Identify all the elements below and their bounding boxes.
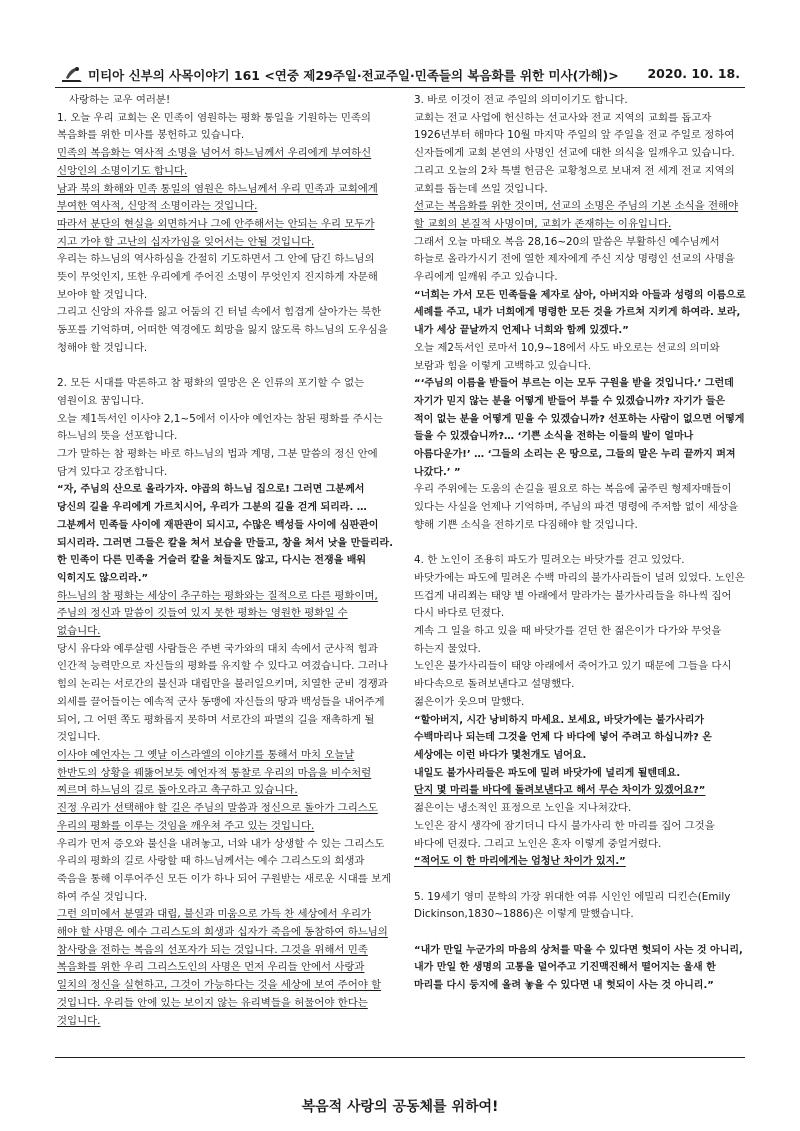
footer-rule: [55, 1057, 745, 1058]
left-paragraph: 그리고 신앙의 자유를 잃고 어둠의 긴 터널 속에서 힘겹게 살아가는 북한 동포를 기억하며, 어떠한 역경에도 희망을 잃지 않도록 하느님의 도우심을 청해야 할 것입니다.: [57, 306, 388, 354]
right-paragraph: “‘주님의 이름을 받들어 부르는 이는 모두 구원을 받을 것입니다.’ 그런데 자기가 믿지 않는 분을 어떻게 받들어 부를 수 있겠습니까? 자기가 들은 적이 없는 분을 어떻게 믿을 수 있겠습니까? 선포하는 사람이 없으면 어떻게 들을 수 있겠습니까?… ‘기쁜 소식을 전하는 이들의 발이 얼마나 아름다운가!’ … ‘그들의 소리는 온 땅으로, 그들의 말은 누리 끝까지 퍼져 나갔다.’ ”: [414, 378, 745, 478]
right-paragraph: 노인은 잠시 생각에 잠기더니 다시 불가사리 한 마리를 집어 그것을 바다에 던졌다. 그리고 노인은 혼자 이렇게 중얼거렸다.: [414, 819, 715, 850]
right-paragraph: “너희는 가서 모든 민족들을 제자로 삼아, 아버지와 아들과 성령의 이름으로 세례를 주고, 내가 너희에게 명령한 모든 것을 가르쳐 지키게 하여라. 보라, 내가 세상 끝날까지 언제나 너희와 함께 있겠다.”: [414, 289, 746, 337]
left-paragraph: 따라서 분단의 현실을 외면하거나 그에 안주해서는 안되는 우리 모두가 지고 가야 할 고난의 십자가임을 잊어서는 안될 것입니다.: [57, 217, 375, 248]
right-paragraph: 계속 그 일을 하고 있을 때 바닷가를 걷던 한 젊은이가 다가와 무엇을 하는지 물었다.: [414, 625, 722, 655]
right-paragraph: “내가 만일 누군가의 마음의 상처를 막을 수 있다면 헛되이 사는 것 아니리, 내가 만일 한 생명의 고통을 덜어주고 기진맥진해서 떨어지는 울새 한 마리를 다시 둥지에 올려 놓을 수 있다면 내 헛되이 사는 것 아니리.”: [414, 944, 743, 992]
left-paragraph: 진정 우리가 선택해야 할 길은 주님의 말씀과 정신으로 돌아가 그리스도 우리의 평화를 이루는 것임을 깨우쳐 주고 있는 것입니다.: [57, 802, 378, 832]
left-paragraph: 남과 북의 화해와 민족 통일의 염원은 하느님께서 우리 민족과 교회에게 부여한 역사적, 신앙적 소명이라는 것입니다.: [57, 182, 378, 213]
right-paragraph: “적어도 이 한 마리에게는 엄청난 차이가 있지.”: [414, 856, 626, 868]
left-paragraph: 하느님의 참 평화는 세상이 추구하는 평화와는 질적으로 다른 평화이며, 주님의 정신과 말씀이 깃들여 있지 못한 평화는 영원한 평화일 수 없습니다.: [57, 589, 378, 638]
left-paragraph: 사랑하는 교우 여러분!: [69, 94, 171, 106]
right-paragraph: 우리 주위에는 도움의 손길을 필요로 하는 복음에 굶주린 형제자매들이 있다는 사실을 언제나 기억하며, 주님의 파견 명령에 주저함 없이 세상을 향해 기쁜 소식을 전하기로 다짐해야 할 것입니다.: [414, 483, 739, 531]
right-paragraph: 젊은이가 웃으며 말했다.: [414, 695, 525, 708]
left-paragraph: 2. 모든 시대를 막론하고 참 평화의 열망은 온 인류의 포기할 수 없는 염원이요 꿈입니다.: [57, 377, 365, 407]
right-column: [414, 92, 746, 995]
right-paragraph: 그리고 오늘의 2차 특별 헌금은 교황청으로 보내져 전 세계 전교 지역의 교회를 돕는데 쓰일 것입니다.: [414, 164, 735, 195]
right-paragraph: 5. 19세기 영미 문학의 가장 위대한 여류 시인인 에밀리 디킨슨(Emily Dickinson,1830~1886)은 이렇게 말했습니다.: [414, 890, 731, 921]
left-paragraph: 오늘 제1독서인 이사야 2,1~5에서 이사야 예언자는 참된 평화를 주시는 하느님의 뜻을 선포합니다.: [57, 412, 383, 443]
right-paragraph: 노인은 불가사리들이 태양 아래에서 죽어가고 있기 때문에 그들을 다시 바다속으로 돌려보낸다고 설명했다.: [414, 660, 732, 691]
left-paragraph: 민족의 복음화는 역사적 소명을 넘어서 하느님께서 우리에게 부여하신 신앙인의 소명이기도 합니다.: [57, 147, 372, 177]
right-paragraph: 젊은이는 냉소적인 표정으로 노인을 지나쳐갔다.: [414, 802, 632, 815]
left-column: [57, 92, 393, 1030]
right-paragraph: 4. 한 노인이 조용히 파도가 밀려오는 바닷가를 걷고 있었다.: [414, 554, 685, 567]
left-paragraph: 1. 오늘 우리 교회는 온 민족이 염원하는 평화 통일을 기원하는 민족의 복음화를 위한 미사를 봉헌하고 있습니다.: [57, 111, 371, 142]
left-paragraph: 그가 말하는 참 평화는 바로 하느님의 법과 계명, 그분 말씀의 정신 안에 담겨 있다고 강조합니다.: [57, 448, 378, 478]
right-paragraph: “할아버지, 시간 낭비하지 마세요. 보세요, 바닷가에는 불가사리가 수백마리나 되는데 그것을 언제 다 바다에 넣어 주려고 하십니까? 온 세상에는 이런 바다가 몇천개도 넘어요.: [414, 714, 712, 761]
right-paragraph: 내일도 불가사리들은 파도에 밀려 바닷가에 널리게 될텐데요.: [414, 767, 681, 779]
writing-hand-icon: [60, 64, 84, 84]
left-paragraph: 그런 의미에서 분열과 대립, 불신과 미움으로 가득 찬 세상에서 우리가 해야 할 사명은 예수 그리스도의 희생과 십자가 죽음에 동참하여 하느님의 참사랑을 전하는 복음의 선포자가 되는 것입니다. 그것을 위해서 민족 복음화를 위한 우리 그리스도인의 사명은 먼저 우리들 안에서 사랑과 일치의 정신을 실현하고, 그것이 가능하다는 것을 세상에 보여 주어야 할 것입니다. 우리들 안에 있는 보이지 않는 유리벽들을 허물어야 한다는 것입니다.: [57, 908, 388, 1027]
left-paragraph: 우리는 하느님의 역사하심을 간절히 기도하면서 그 안에 담긴 하느님의 뜻이 무엇인지, 또한 우리에게 주어진 소명이 무엇인지 진지하게 자문해 보아야 할 것입니다.: [57, 253, 378, 301]
footer-slogan: 복음적 사랑의 공동체를 위하여!: [301, 1099, 499, 1115]
left-paragraph: “자, 주님의 산으로 올라가자. 야곱의 하느님 집으로! 그러면 그분께서 당신의 길을 우리에게 가르치시어, 우리가 그분의 길을 걷게 되리라. …그분께서 민족들 사이에 재판관이 되시고, 수많은 백성들 사이에 심판관이 되시리라. 그러면 그들은 칼을 쳐서 보습을 만들고, 창을 쳐서 낫을 만들리라. 한 민족이 다른 민족을 거슬러 칼을 쳐들지도 않고, 다시는 전쟁을 배워 익히지도 않으리라.”: [57, 484, 394, 584]
right-paragraph: 오늘 제2독서인 로마서 10,9~18에서 사도 바오로는 선교의 의미와 보람과 힘을 이렇게 고백하고 있습니다.: [414, 341, 720, 372]
left-paragraph: 당시 유다와 예루살렘 사람들은 주변 국가와의 대치 속에서 군사적 힘과 인간적 능력만으로 자신들의 평화를 유지할 수 있다고 여겼습니다. 그러나 힘의 논리는 서로간의 불신과 대립만을 불러일으키며, 치열한 군비 경쟁과 외세를 끌어들이는 예속적 군사 동맹에 자신들의 땅과 백성들을 내어주게 되어, 그 어떤 쪽도 평화롭지 못하며 서로간의 파멸의 길을 재촉하게 될 것입니다.: [57, 642, 388, 744]
right-paragraph: 그래서 오늘 마태오 복음 28,16~20의 말씀은 부활하신 예수님께서 하늘로 올라가시기 전에 열한 제자에게 주신 지상 명령인 선교의 사명을 우리에게 일깨워 주고 있습니다.: [414, 235, 735, 284]
left-paragraph: 우리가 먼저 증오와 불신을 내려놓고, 너와 내가 상생할 수 있는 그리스도 우리의 평화의 길로 사랑할 때 하느님께서는 예수 그리스도의 희생과 죽음을 통해 이루어주신 모든 이가 하나 되어 구원받는 새로운 시대를 보게 하여 주실 것입니다.: [57, 837, 392, 903]
header-title: 미티아 신부의 사목이야기 161 <연중 제29주일·전교주일·민족들의 복음화를 위한 미사(가해)>: [88, 68, 619, 83]
right-paragraph: 선교는 복음화를 위한 것이며, 선교의 소명은 주님의 기본 소식을 전해야 할 교회의 본질적 사명이며, 교회가 존재하는 이유입니다.: [414, 200, 739, 230]
right-paragraph: 바닷가에는 파도에 밀려온 수백 마리의 불가사리들이 널려 있었다. 노인은 뜨겁게 내리쬐는 태양 볕 아래에서 말라가는 불가사리들을 하나씩 집어 다시 바다로 던졌다.: [414, 571, 745, 620]
right-paragraph: 단지 몇 마리를 바다에 돌려보낸다고 해서 무슨 차이가 있겠어요?”: [414, 785, 706, 797]
right-paragraph: 교회는 전교 사업에 헌신하는 선교사와 전교 지역의 교회를 돕고자 1926년부터 해마다 10월 마지막 주일의 앞 주일을 전교 주일로 정하여 신자들에게 교회 본연의 사명인 선교에 대한 의식을 일깨우고 있습니다.: [414, 111, 735, 160]
left-paragraph: 이사야 예언자는 그 옛날 이스라엘의 이야기를 통해서 마치 오늘날 한반도의 상황을 꿰뚫어보듯 예언자적 통찰로 우리의 마음을 비수처럼 찌르며 하느님의 길로 돌아오라고 촉구하고 있습니다.: [57, 749, 372, 797]
header-date: 2020. 10. 18.: [647, 66, 740, 81]
header-rule: [55, 87, 745, 88]
page-header: [60, 64, 740, 86]
right-paragraph: 3. 바로 이것이 전교 주일의 의미이기도 합니다.: [414, 94, 628, 106]
